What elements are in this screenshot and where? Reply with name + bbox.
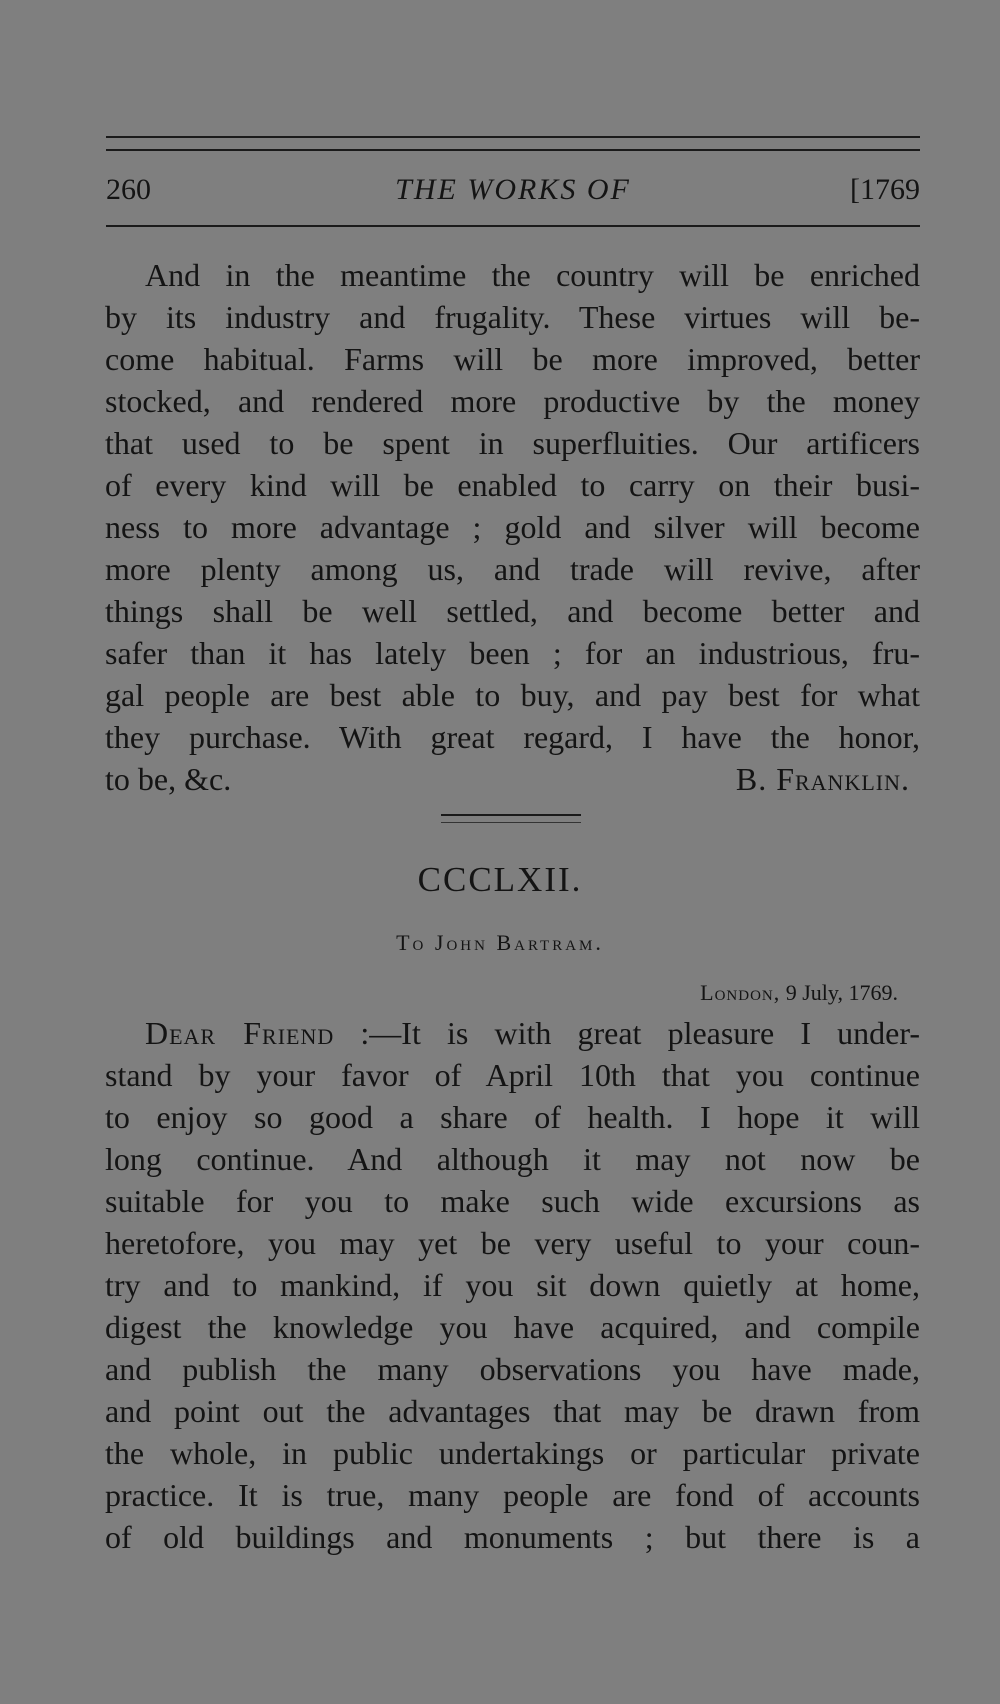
dateline-date: 9 July, 1769. <box>785 980 898 1005</box>
running-title: THE WORKS OF <box>395 173 631 206</box>
section-divider-inner <box>441 822 581 823</box>
letter-dateline <box>700 978 898 1008</box>
text-line: heretofore, you may yet be very useful to your coun- <box>105 1225 920 1261</box>
header-bottom-rule <box>106 225 920 227</box>
text-line: things shall be well settled, and become better and <box>105 593 920 629</box>
text-line: safer than it has lately been ; for an industrious, fru- <box>105 635 920 671</box>
section-divider <box>441 814 581 816</box>
text-line: digest the knowledge you have acquired, and compile <box>105 1309 920 1345</box>
text-line: stand by your favor of April 10th that you continue <box>105 1057 920 1093</box>
text-line: that used to be spent in superfluities. Our artificers <box>105 425 920 461</box>
salutation: Dear Friend <box>145 1015 335 1051</box>
letter-number: CCCLXII. <box>417 860 583 899</box>
text-line: try and to mankind, if you sit down quietly at home, <box>105 1267 920 1303</box>
text-line: to enjoy so good a share of health. I hope it will <box>105 1099 920 1135</box>
letter-recipient: To John Bartram. <box>396 930 604 955</box>
text-line: of old buildings and monuments ; but there is a <box>105 1519 920 1555</box>
text-line: ness to more advantage ; gold and silver will become <box>105 509 920 545</box>
text-line: more plenty among us, and trade will revive, after <box>105 551 920 587</box>
page-number: 260 <box>106 173 151 206</box>
header-top-rule <box>106 136 920 138</box>
running-header <box>106 170 920 210</box>
first-line-text: :—It is with great pleasure I under- <box>360 1015 921 1051</box>
closing-line <box>105 758 920 800</box>
text-line: long continue. And although it may not now be <box>105 1141 920 1177</box>
text-line: suitable for you to make such wide excursions as <box>105 1183 920 1219</box>
text-line: and point out the advantages that may be drawn from <box>105 1393 920 1429</box>
header-top-rule-inner <box>106 149 920 151</box>
text-line: gal people are best able to buy, and pay best for what <box>105 677 920 713</box>
text-line: And in the meantime the country will be enriched <box>145 257 920 293</box>
signature: B. Franklin. <box>735 761 910 797</box>
text-line: practice. It is true, many people are fond of accounts <box>105 1477 920 1513</box>
text-line: by its industry and frugality. These virtues will be- <box>105 299 920 335</box>
year-mark: [1769 <box>850 173 920 206</box>
text-line: stocked, and rendered more productive by the money <box>105 383 920 419</box>
text-line: of every kind will be enabled to carry on their busi- <box>105 467 920 503</box>
closing-text: to be, &c. <box>105 761 232 797</box>
text-line: come habitual. Farms will be more improved, better <box>105 341 920 377</box>
text-line: and publish the many observations you have made, <box>105 1351 920 1387</box>
text-line: they purchase. With great regard, I have the honor, <box>105 719 920 755</box>
text-line: the whole, in public undertakings or particular private <box>105 1435 920 1471</box>
text-line <box>145 1012 920 1054</box>
dateline-place: London, <box>700 980 781 1005</box>
